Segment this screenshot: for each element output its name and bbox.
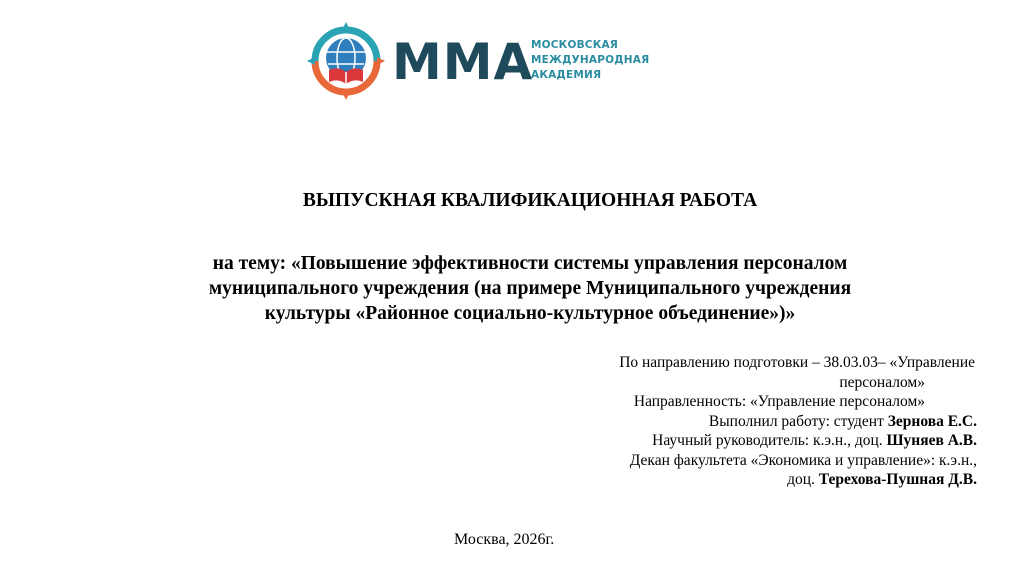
dean-label: доц. [787,471,819,488]
topic-line: на тему: «Повышение эффективности системы управления персоналом [212,253,848,274]
document-title: ВЫПУСКНАЯ КВАЛИФИКАЦИОННАЯ РАБОТА [302,190,758,211]
logo-name-line: АКАДЕМИЯ [531,69,602,81]
direction-line: персоналом» [839,373,925,391]
topic-line: культуры «Районное социально-культурное объединение»)» [264,303,796,324]
student-label: Выполнил работу: студент [708,412,888,430]
thesis-topic [60,251,1000,326]
dean-name: Терехова-Пушная Д.В. [818,471,977,488]
topic-line: муниципального учреждения (на примере Муниципального учреждения [208,278,852,299]
logo [307,22,667,100]
logo-full-name [531,38,649,83]
supervisor-name: Шуняев А.В. [886,432,977,449]
mma-emblem-icon [307,22,385,100]
city-year: Москва, 2026г. [454,531,555,548]
direction-line: По направлению подготовки – 38.03.03– «Управление [619,354,975,371]
dean-name-line [417,470,977,490]
supervisor-label: Научный руководитель: к.э.н., доц. [652,432,887,449]
supervisor-line [417,431,977,451]
logo-name-line: МЕЖДУНАРОДНАЯ [531,54,650,66]
logo-abbreviation: ММА [392,33,534,91]
author-info-block [417,353,977,490]
student-name: Зернова Е.С. [887,412,977,430]
focus-line: Направленность: «Управление персоналом» [633,393,925,410]
student-line [417,412,977,432]
dean-line: Декан факультета «Экономика и управление»: к.э.н., [629,451,977,469]
logo-name-line: МОСКОВСКАЯ [531,39,619,51]
